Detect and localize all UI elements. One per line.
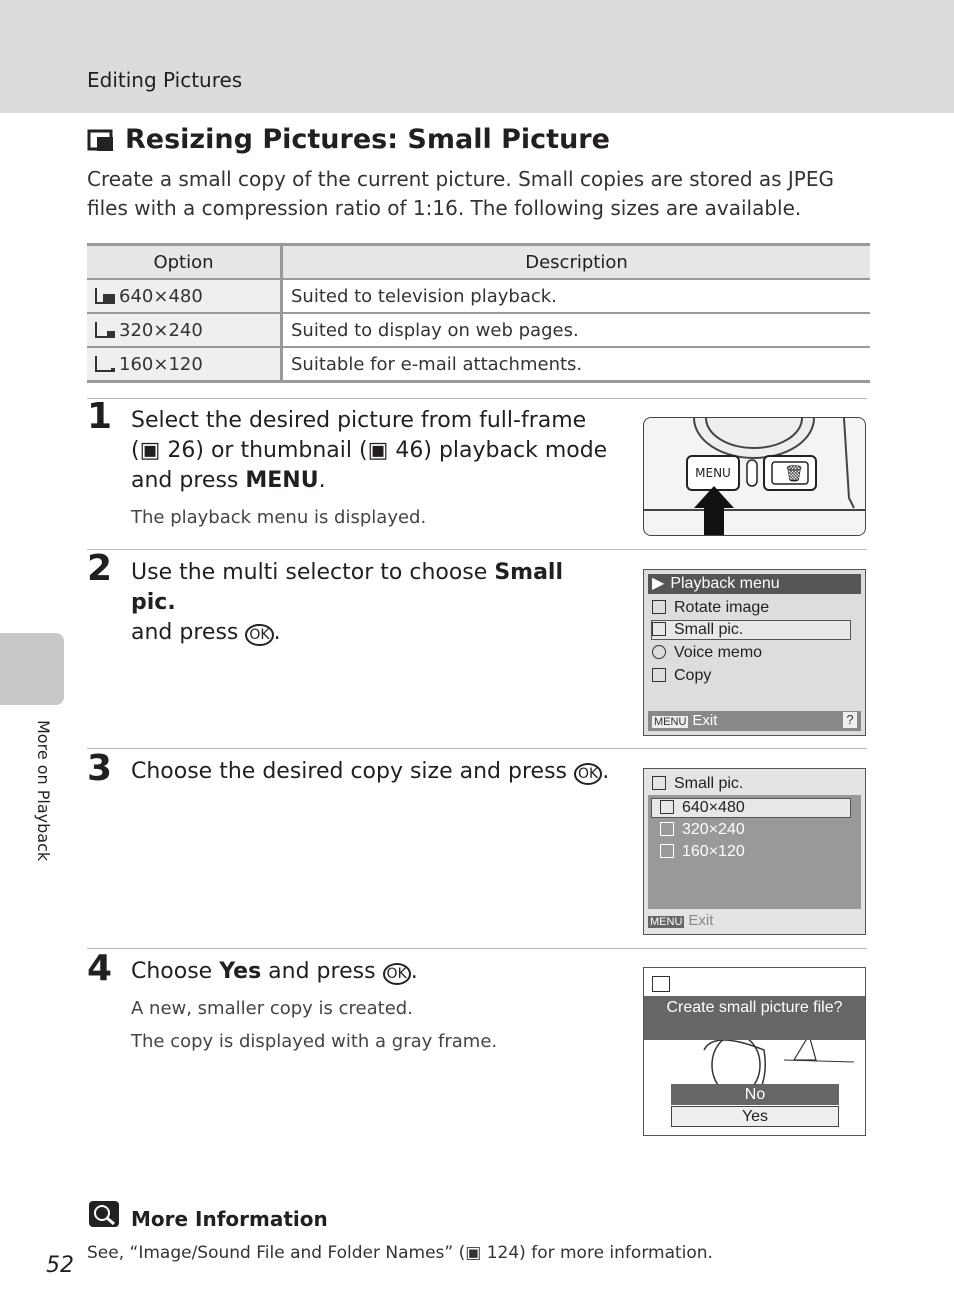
size-160-icon (95, 356, 113, 372)
page-header (0, 0, 954, 113)
description-cell: Suited to display on web pages. (282, 313, 871, 347)
book-icon: ▣ (139, 438, 161, 463)
page-title (87, 124, 610, 155)
step-text: Select the desired picture from full-frame (▣ 26) or thumbnail (▣ 46) playback mode and press MENU. (131, 408, 608, 493)
header-option: Option (87, 245, 282, 280)
step-text: Use the multi selector to choose Small pic. and press OK . (131, 560, 564, 645)
option-label: 640×480 (119, 285, 203, 307)
step-number: 2 (87, 548, 113, 589)
screen-title: Small pic. (652, 775, 743, 793)
small-pic-screen (643, 768, 866, 935)
option-label: 320×240 (119, 319, 203, 341)
description-cell: Suitable for e-mail attachments. (282, 347, 871, 382)
header-description: Description (282, 245, 871, 280)
step-number: 4 (87, 948, 113, 989)
help-icon: ? (843, 712, 857, 728)
step-text: Choose the desired copy size and press OK . (131, 759, 610, 784)
list-item: Small pic. (652, 621, 743, 639)
play-icon: ▶ (652, 575, 665, 592)
side-label: More on Playback (34, 720, 53, 862)
size-640-icon (660, 800, 674, 814)
table-row (87, 347, 870, 382)
divider (87, 948, 867, 949)
title-text: Resizing Pictures: Small Picture (125, 124, 610, 155)
divider (87, 549, 867, 550)
yes-button[interactable]: Yes (671, 1106, 839, 1127)
small-pic-icon (652, 622, 666, 636)
camera-back-illustration (643, 417, 866, 536)
table-header (87, 245, 870, 280)
copy-icon (652, 668, 666, 682)
size-320-icon (660, 822, 674, 836)
divider (87, 398, 867, 399)
list-item: 640×480 (660, 799, 745, 817)
table-row (87, 279, 870, 313)
book-icon: ▣ (465, 1243, 482, 1263)
rotate-icon (652, 600, 666, 614)
size-options-table (87, 243, 870, 383)
option-label: 160×120 (119, 353, 203, 375)
microphone-icon (652, 645, 666, 659)
book-icon: ▣ (367, 438, 389, 463)
confirm-screen (643, 967, 866, 1136)
magnifier-icon (89, 1201, 119, 1227)
ok-button-icon: OK (383, 963, 411, 985)
size-160-icon (660, 844, 674, 858)
menu-title-bar: ▶ Playback menu (648, 574, 861, 594)
list-item: 320×240 (660, 821, 745, 839)
section-title: Editing Pictures (87, 68, 243, 92)
small-pic-icon (652, 976, 670, 992)
small-picture-icon (87, 127, 117, 153)
size-640-icon (95, 288, 113, 304)
question-bar (644, 996, 865, 1040)
list-item: Copy (652, 667, 711, 685)
step-number: 1 (87, 396, 113, 437)
ok-button-icon: OK (245, 624, 273, 646)
table-row (87, 313, 870, 347)
list-item: Voice memo (652, 644, 762, 662)
small-pic-icon (652, 776, 666, 790)
menu-button: MENU (695, 466, 731, 480)
screen-footer: MENU Exit ? (648, 711, 861, 731)
size-320-icon (95, 322, 113, 338)
page-number: 52 (46, 1253, 74, 1278)
more-info-text: See, “Image/Sound File and Folder Names” (▣ 124) for more information. (87, 1243, 713, 1263)
intro-paragraph: Create a small copy of the current picture. Small copies are stored as JPEG files with a compression ratio of 1:16. The following sizes are available. (87, 167, 835, 220)
ok-button-icon: OK (574, 763, 602, 785)
side-tab (0, 633, 64, 705)
menu-glyph: MENU (245, 468, 319, 493)
screen-footer: MENU Exit (650, 912, 714, 929)
list-item: Rotate image (652, 599, 769, 617)
list-item: 160×120 (660, 843, 745, 861)
option-cell (87, 313, 282, 347)
option-cell (87, 279, 282, 313)
step-number: 3 (87, 748, 113, 789)
description-cell: Suited to television playback. (282, 279, 871, 313)
step-note: The copy is displayed with a gray frame. (131, 1031, 498, 1052)
step-note: A new, smaller copy is created. (131, 998, 413, 1019)
more-info-title: More Information (131, 1207, 328, 1231)
option-cell (87, 347, 282, 382)
no-button[interactable]: No (671, 1084, 839, 1105)
question-text: Create small picture file? (666, 999, 843, 1016)
playback-menu-screen (643, 569, 866, 736)
menu-label: MENU (654, 716, 687, 728)
step-text: Choose Yes and press OK . (131, 959, 418, 984)
menu-label: MENU (650, 916, 683, 928)
step-note: The playback menu is displayed. (131, 507, 427, 528)
divider (87, 748, 867, 749)
delete-icon: 🗑 (784, 464, 805, 483)
